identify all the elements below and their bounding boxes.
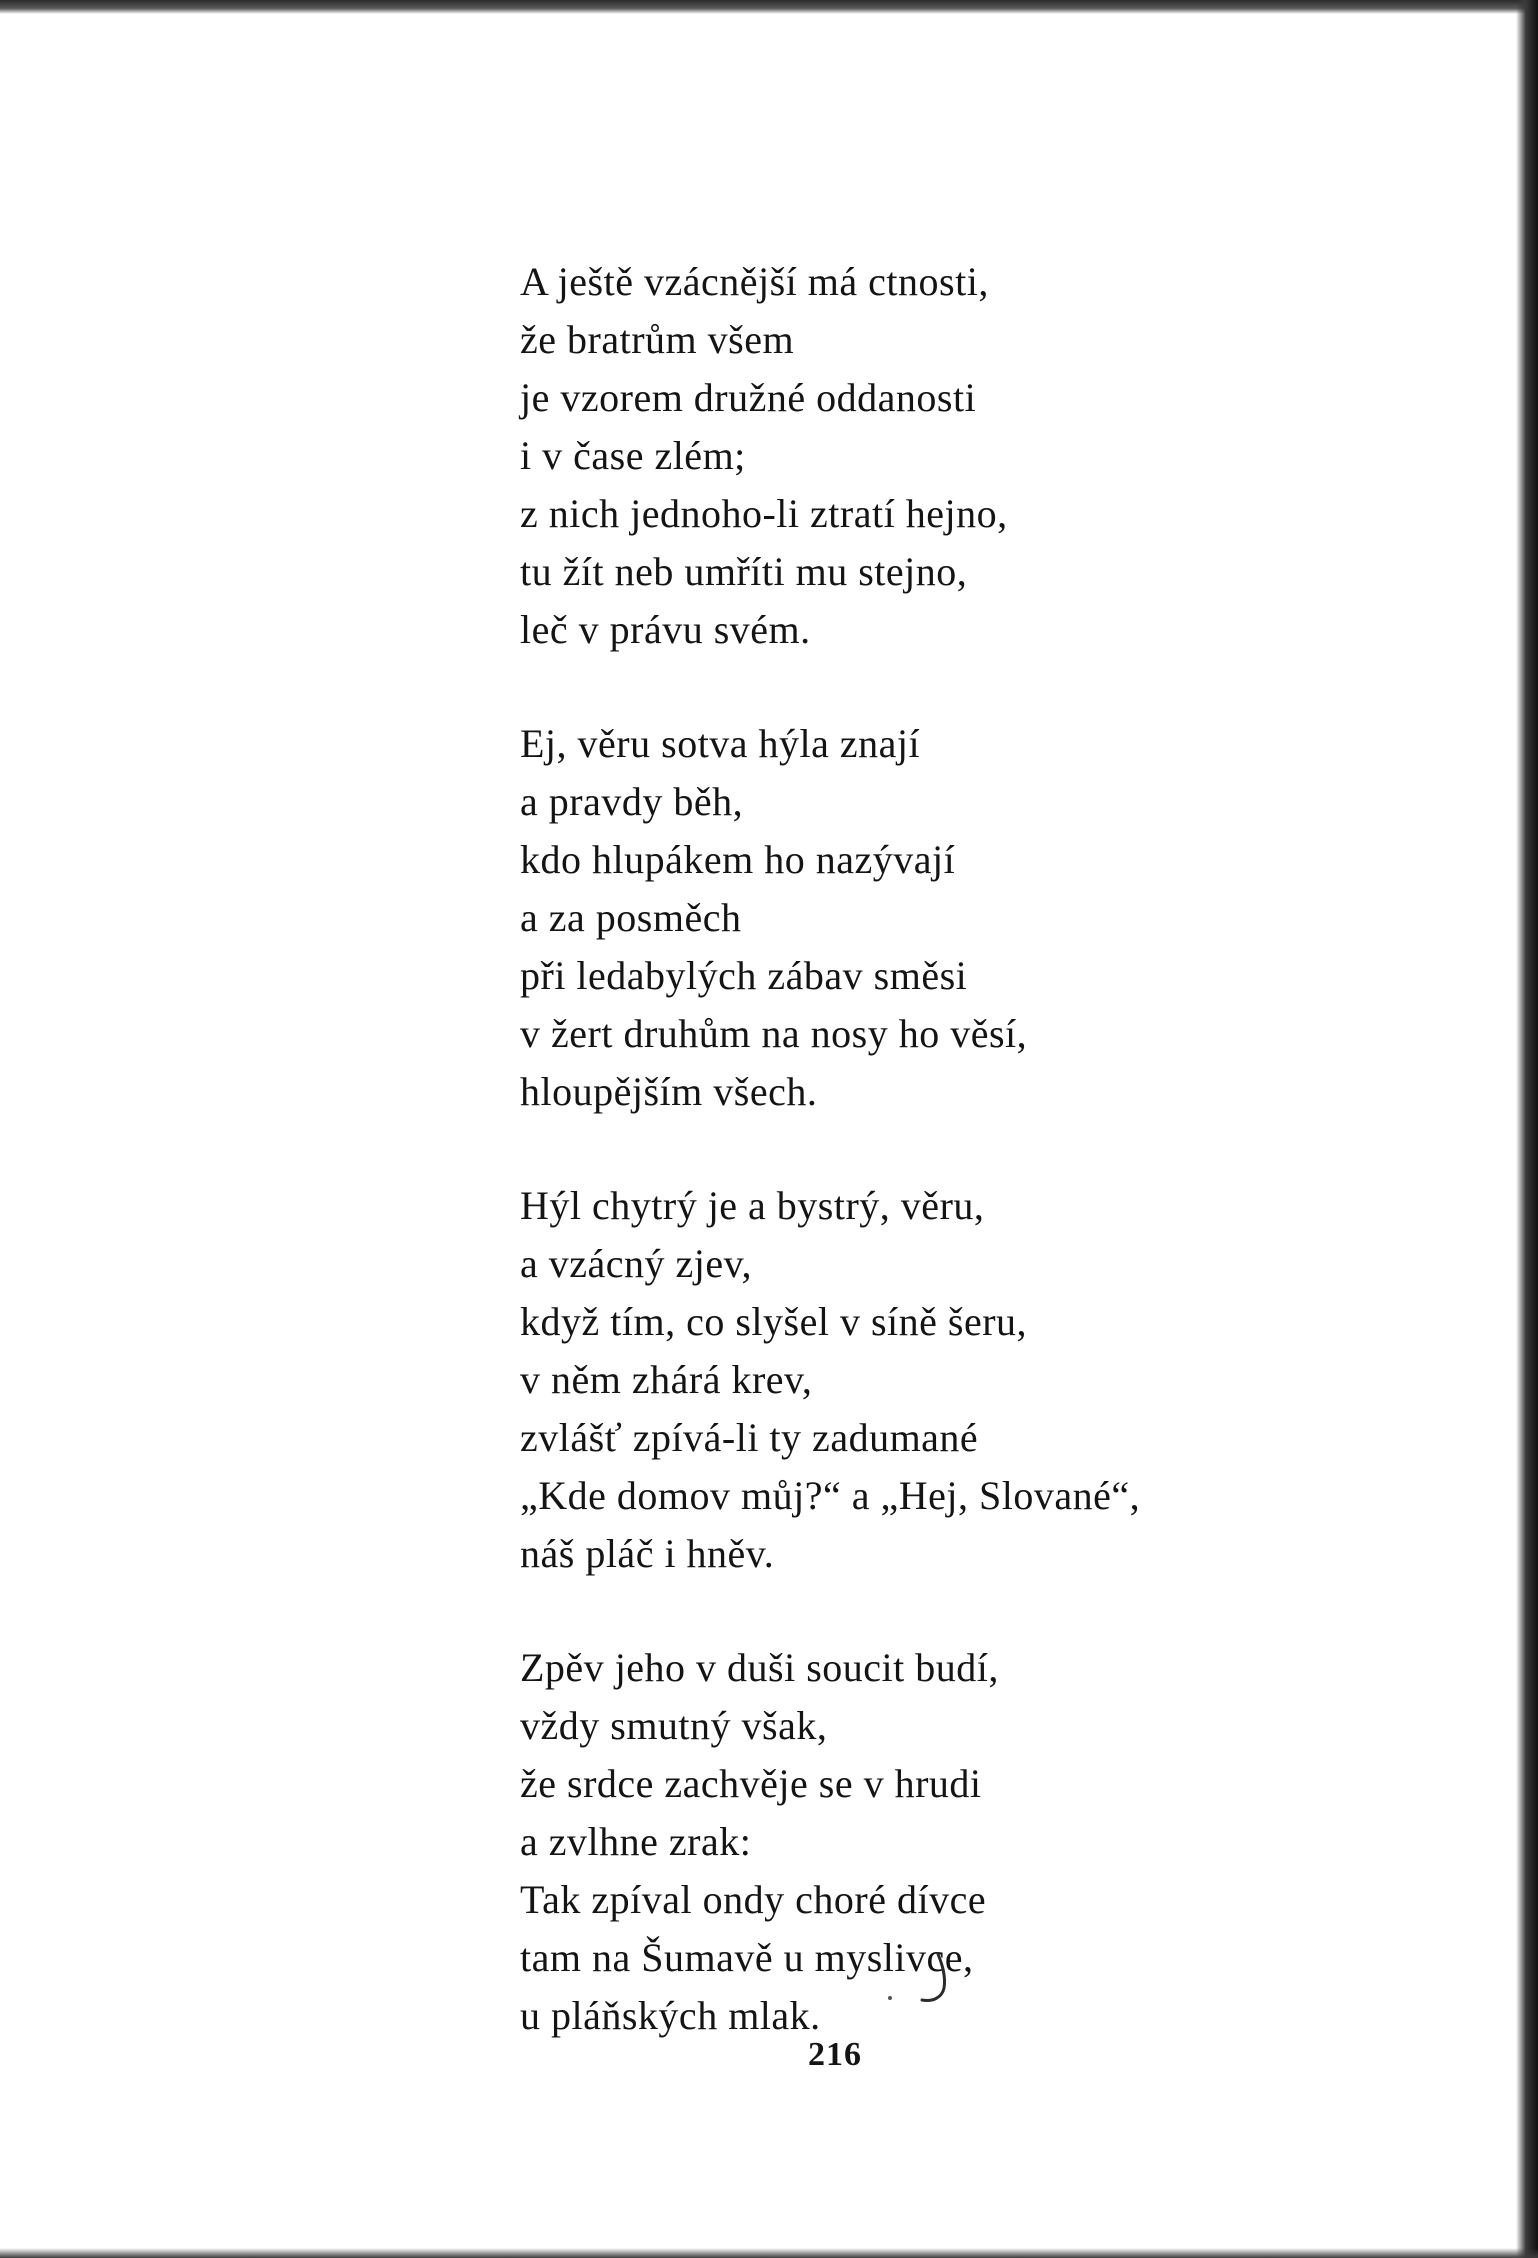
stanza-4 [520,1639,1420,2045]
page-bottom-edge [0,2248,1538,2258]
poem-line: při ledabylých zábav směsi [520,953,968,998]
stanza-1 [520,253,1420,659]
poem-line: Zpěv jeho v duši soucit budí, [520,1645,999,1690]
poem-line: Tak zpíval ondy choré dívce [520,1877,987,1922]
poem-line: i v čase zlém; [520,433,746,478]
stanza-2 [520,715,1420,1121]
page-right-edge [1516,0,1538,2258]
poem-line: a vzácný zjev, [520,1241,753,1286]
poem-line: že srdce zachvěje se v hrudi [520,1761,982,1806]
poem-line: vždy smutný však, [520,1703,828,1748]
poem-line: je vzorem družné oddanosti [520,375,977,420]
page-top-edge [0,0,1538,14]
poem-line: zvlášť zpívá-li ty zadumané [520,1415,979,1460]
poem-line: náš pláč i hněv. [520,1531,775,1576]
poem-line: a zvlhne zrak: [520,1819,752,1864]
poem-line: v žert druhům na nosy ho věsí, [520,1011,1028,1056]
poem-line: A ještě vzácnější má ctnosti, [520,259,989,304]
poem-line: a za posměch [520,895,742,940]
poem-line: kdo hlupákem ho nazývají [520,837,956,882]
poem-line: „Kde domov můj?“ a „Hej, Slované“, [520,1473,1141,1518]
pencil-mark [880,1950,970,2010]
poem-line: tam na Šumavě u myslivce, [520,1935,974,1980]
poem-line: leč v právu svém. [520,607,811,652]
poem-line: v něm zhárá krev, [520,1357,813,1402]
page-number: 216 [808,2036,862,2073]
poem-line: u pláňských mlak. [520,1993,821,2038]
poem-line: Ej, věru sotva hýla znají [520,721,921,766]
poem-line: hloupějším všech. [520,1069,818,1114]
poem-line: když tím, co slyšel v síně šeru, [520,1299,1028,1344]
poem-line: tu žít neb umříti mu stejno, [520,549,968,594]
stanza-3 [520,1177,1420,1583]
poem-line: a pravdy běh, [520,779,744,824]
poem [520,253,1420,2101]
poem-line: že bratrům všem [520,317,795,362]
poem-line: z nich jednoho-li ztratí hejno, [520,491,1008,536]
poem-line: Hýl chytrý je a bystrý, věru, [520,1183,985,1228]
